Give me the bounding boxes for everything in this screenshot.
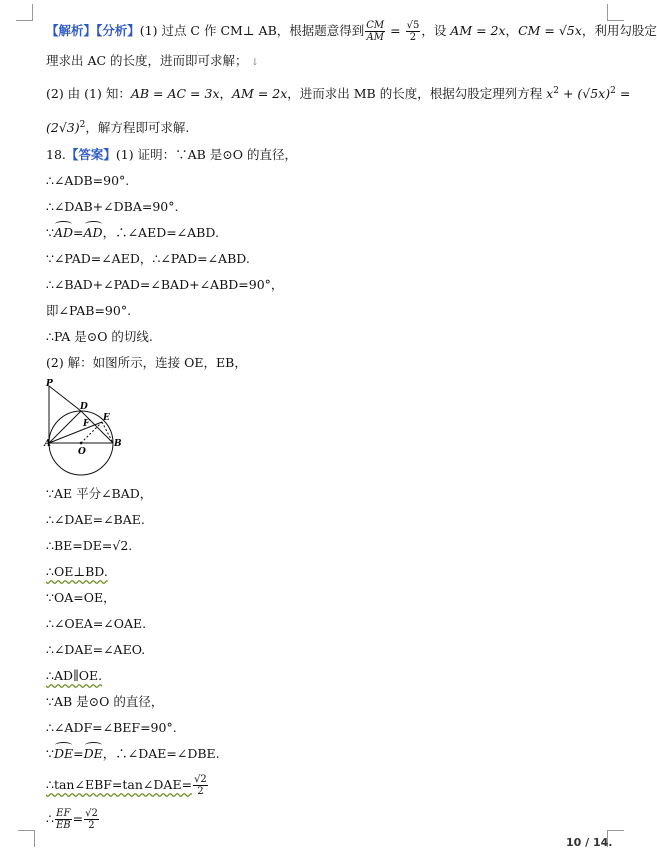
geometry-figure: [44, 378, 134, 480]
text: (1) 证明：∵AB 是⊙O 的直径，: [115, 147, 297, 162]
text: ∴tan∠EBF=tan∠DAE=: [46, 777, 193, 792]
text: (1) 过点 C 作 CM⊥ AB，根据题意得到: [139, 23, 365, 38]
fraction-root2-2: [193, 774, 208, 797]
fenxi-tag: 【分析】: [96, 23, 140, 38]
superscript: 2: [610, 86, 616, 96]
frac-num: CM: [366, 20, 385, 31]
label-e: E: [103, 413, 110, 423]
superscript: 2: [79, 120, 86, 130]
text: ∵: [46, 746, 54, 761]
arc-ad: AD: [53, 225, 74, 240]
q18-line-21: [46, 774, 209, 797]
analysis-line-1: [46, 20, 657, 43]
page-number: 10 / 14.: [566, 836, 613, 849]
analysis-line-3: [46, 82, 630, 103]
analysis-tag: 【解析】: [46, 23, 97, 38]
math: AM = 2x: [232, 86, 288, 102]
text: ，∴∠AED=∠ABD.: [102, 225, 219, 240]
math: AM = 2x: [450, 23, 506, 38]
text: ，: [505, 23, 519, 38]
text: ∵: [46, 225, 54, 240]
text: (2) 由 (1) 知：: [46, 86, 131, 102]
q18-line-14: ∵OA=OE，: [46, 590, 116, 605]
q18-line-15: ∴∠OEA=∠OAE.: [46, 616, 147, 631]
text: ，利用勾股定: [581, 23, 657, 38]
text: ，解方程即可求解.: [85, 120, 190, 136]
arc-de: DE: [53, 746, 74, 761]
fraction-cm-am: [365, 20, 385, 43]
label-o: O: [78, 447, 86, 457]
label-f: F: [83, 419, 90, 429]
question-number: 18.: [46, 147, 66, 162]
text: ，进而求出 MB 的长度，根据勾股定理列方程: [287, 86, 547, 102]
q18-line-22: [46, 808, 100, 831]
text: 理求出 AC 的长度，进而即可求解；: [46, 53, 248, 68]
text: =: [615, 86, 631, 102]
fraction-root2-2b: [84, 808, 99, 831]
frac-num: EF: [56, 808, 71, 819]
q18-line-7: 即∠PAB=90°.: [46, 303, 132, 318]
text: ∴: [46, 811, 54, 826]
fraction-root5-2: [406, 20, 421, 43]
frac-den: 2: [88, 820, 95, 831]
math: (2√3): [46, 120, 80, 136]
frac-num: √2: [194, 774, 207, 785]
q18-line-2: ∴∠ADB=90°.: [46, 173, 130, 188]
q18-line-12: ∴BE=DE=√2.: [46, 538, 133, 553]
text: ，: [219, 86, 233, 102]
line-ae: [49, 422, 102, 443]
q18-line-11: ∴∠DAE=∠BAE.: [46, 512, 145, 527]
equals: =: [386, 23, 405, 38]
corner-mark-top-left: [16, 4, 33, 21]
q18-line-9: (2) 解：如图所示，连接 OE，EB，: [46, 355, 247, 370]
analysis-line-4: [46, 116, 189, 137]
answer-tag: 【答案】: [65, 147, 116, 162]
label-d: D: [80, 402, 88, 412]
text: ，∴∠DAE=∠DBE.: [102, 746, 220, 761]
label-b: B: [114, 439, 122, 449]
q18-line-10: ∵AE 平分∠BAD，: [46, 486, 153, 501]
q18-line-1: [46, 146, 297, 164]
frac-num: √2: [85, 808, 98, 819]
frac-den: 2: [197, 786, 204, 797]
corner-mark-bottom-left: [18, 830, 35, 847]
math: CM = √5x: [518, 23, 582, 38]
fraction-ef-eb: [55, 808, 72, 831]
q18-line-16: ∴∠DAE=∠AEO.: [46, 642, 146, 657]
text: =: [73, 746, 84, 761]
frac-den: AM: [366, 32, 384, 43]
equals: =: [72, 811, 84, 826]
math: + (√5x): [558, 86, 611, 102]
q18-line-8: ∴PA 是⊙O 的切线.: [46, 329, 153, 344]
analysis-line-2: [46, 52, 259, 72]
arc-de: DE: [83, 746, 103, 761]
q18-line-6: ∴∠BAD+∠PAD=∠BAD+∠ABD=90°，: [46, 277, 284, 292]
text: ，设: [421, 23, 451, 38]
text: =: [73, 225, 84, 240]
frac-den: 2: [409, 32, 417, 43]
frac-num: √5: [406, 20, 420, 31]
q18-line-19: ∴∠ADF=∠BEF=90°.: [46, 720, 177, 735]
label-p: P: [46, 379, 53, 389]
q18-line-13: ∴OE⊥BD.: [46, 564, 108, 579]
q18-line-17: ∴AD∥OE.: [46, 668, 103, 683]
q18-line-3: ∴∠DAB+∠DBA=90°.: [46, 199, 179, 214]
q18-line-5: ∵∠PAD=∠AED，∴∠PAD=∠ABD.: [46, 251, 250, 266]
math: x: [546, 86, 554, 102]
label-a: A: [44, 439, 51, 449]
q18-line-4: [46, 224, 219, 242]
math: AB = AC = 3x: [130, 86, 220, 102]
arc-ad: AD: [83, 225, 103, 240]
corner-mark-top-right: [607, 4, 624, 21]
frac-den: EB: [55, 820, 71, 831]
point-o: [80, 442, 83, 445]
line-break-mark-icon: ↓: [247, 57, 260, 68]
superscript: 2: [553, 86, 559, 96]
line-pd: [49, 386, 81, 411]
q18-line-20: [46, 745, 220, 763]
q18-line-18: ∵AB 是⊙O 的直径，: [46, 694, 164, 709]
